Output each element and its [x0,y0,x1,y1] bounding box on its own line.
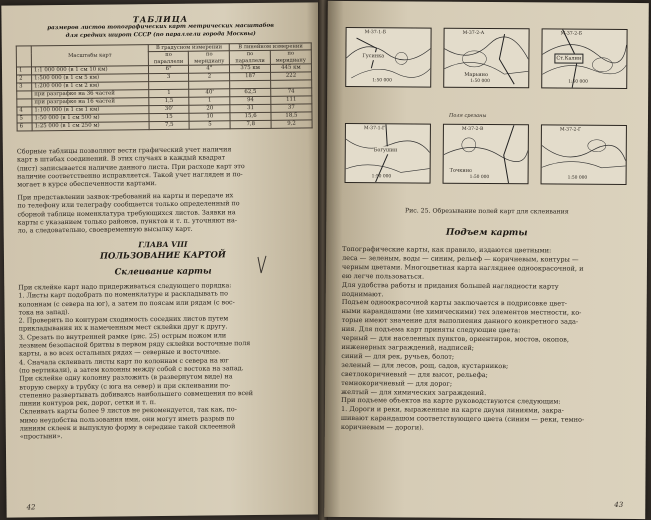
col-scale: Масштабы карт [31,45,148,67]
right-page [324,1,649,519]
paragraph-requests: При представлении заявок-требований на карты и передаче их по телефону или телеграфу сообщается только определенный по сборной таблице номенклатура требующихся листов. Заявки на карты с указанием только районов, пунктов и т. п. уточняют на- ло, а следовательно, своевременную высылку карт. [17,191,240,235]
table-row: при разграфке на 36 частей 1 40' 62,5 74 [17,88,312,99]
chapter-title: ПОЛЬЗОВАНИЕ КАРТОЙ [99,250,226,262]
table-subtitle-2: для средних широт СССР (по параллели города Москвы) [65,31,256,40]
paragraph-gluing: При склейке карт надо придерживаться следующего порядка: 1. Листы карт подобрать по номенклатуре и раскладывать по колоннам (с севера на юг), а затем по поясам или рядам (с вос- тока на запад). 2. Проверить по контурам сходимость соседних листов путем прикладывания их к намеченным мест склейки друг к другу. 3. Срезать по внутренней рамке (рис. 25) острым ножом или лезвием безопасной бритвы в первом ряду склейки восточные поля карты, а во всех остальных рядах — северные и восточные. 4. Сначала склеивать листы карт по колоннам с севера на юг (по вертикали), а затем колонны между собой с востока на запад. При склейке одну колонну разложить (в развернутом виде) на вторую сверху в трубку (с юга на север) и при склеивании по- степенно развертывать добиваясь наибольшего совмещения по всей линии контуров рек, дорог, сетки и т. п. Склеивать карты более 9 листов не рекомендуется, так как, по- мимо неудобства пользования ими, они могут иметь разрыв по линиям склеек и выпуклую форму в середине такой склеенной «простыни». [18,281,254,441]
col-meridian-2: по меридиану [270,50,311,64]
left-page [1,2,324,517]
table-row: при разграфке на 16 частей 1,5 1 94 111 [17,96,312,107]
section-title-right: Подъем карты [445,227,528,239]
table-row: 4 1:100 000 (в 1 см 1 км) 30' 20 31 37 [17,104,312,115]
chapter-number: ГЛАВА VIII [138,239,188,250]
sheet-size-table [16,42,313,131]
map-sheet: M-37-1-Б Гусинка 1:50 000 [345,27,431,88]
figure-caption: Рис. 25. Обрезывание полей карт для склеивания [404,207,569,216]
map-sheet: M-37-2-Г 1:50 000 [541,124,627,185]
map-sheet: M-37-2-В Точкино 1:50 000 [443,124,529,185]
table-title: ТАБЛИЦА [132,13,189,25]
table-row: 5 1:50 000 (в 1 см 500 м) 15 10 15,6 18,5 [17,112,312,123]
table-row: 2 1:500 000 (в 1 см 5 км) 3 2 187 222 [17,72,312,83]
page-number-right: 43 [614,500,624,509]
map-sheet: M-37-1-Г Богушин 1:50 000 [345,123,431,184]
figure-25-maps [338,23,639,205]
table-row: 6 1:25 000 (в 1 см 250 м) 7,5 5 7,8 9,2 [17,120,312,131]
col-degree: В градусном измерении [148,44,230,52]
cut-margins-label: Поля срезаны [448,112,487,119]
col-meridian: по меридиану [189,51,230,65]
col-parallel-2: по параллели [230,51,271,65]
section-title: Склеивание карты [114,266,212,278]
table-row: 1 1:1 000 000 (в 1 см 10 км) 6° 4° 375 км 445 км [16,64,311,75]
page-number-left: 42 [26,503,36,512]
col-linear: В линейном измерении [230,43,312,51]
col-parallel: по параллели [148,52,189,66]
paragraph-tables: Сборные таблицы позволяют вести графический учет наличия карт в штабах соединений. В этих случаях в каждый квадрат (лист) записывается наличие данного листа. При расходе карт это наличие соответственно исправляется. Такой учет нагляден и по- могает в курсе обеспеченности картами. [16,145,245,189]
paragraph-coloring: Топографические карты, как правило, издаются цветными: леса — зеленым, воды — синим, рельеф — коричневым, контуры — черным цветами. Многоцветная карта нагляднее одноокрасочной, и ею легче пользоваться. Для удобства работы и придания большей наглядности карту поднимают. Подъем одноокрасочной карты заключается в подрисовке цвет- ными карандашами (не химическими) тех элементов местности, ко- торые имеют значение для выполнения данного конкретного зада- ния. Для подъема карт приняты следующие цвета: черный — для населенных пунктов, ориентиров, мостов, окопов, инженерных заграждений, надписей; синий — для рек, ручьев, болот; зеленый — для лесов, рощ, садов, кустарников; светлокоричневый — для высот, рельефа; темнокоричневый — для дорог; желтый — для химических заграждений. При подъеме объектов на карте руководствуются следующим: 1. Дороги и реки, выраженные на карте двумя линиями, закра- шивают карандашом соответствующего цвета (синим — реки, темно- коричневым — дороги). [340,244,585,432]
table-subtitle: размеров листов топографических карт метрических масштабов [47,22,274,32]
map-sheet: M-37-2-Б Ст.Калин 1:50 000 [541,28,627,89]
pencil-mark-icon [256,255,268,277]
map-sheet: M-37-2-А Марьино 1:50 000 [443,28,529,89]
table-row: 3 1:200 000 (в 1 см 2 км) [17,80,312,91]
